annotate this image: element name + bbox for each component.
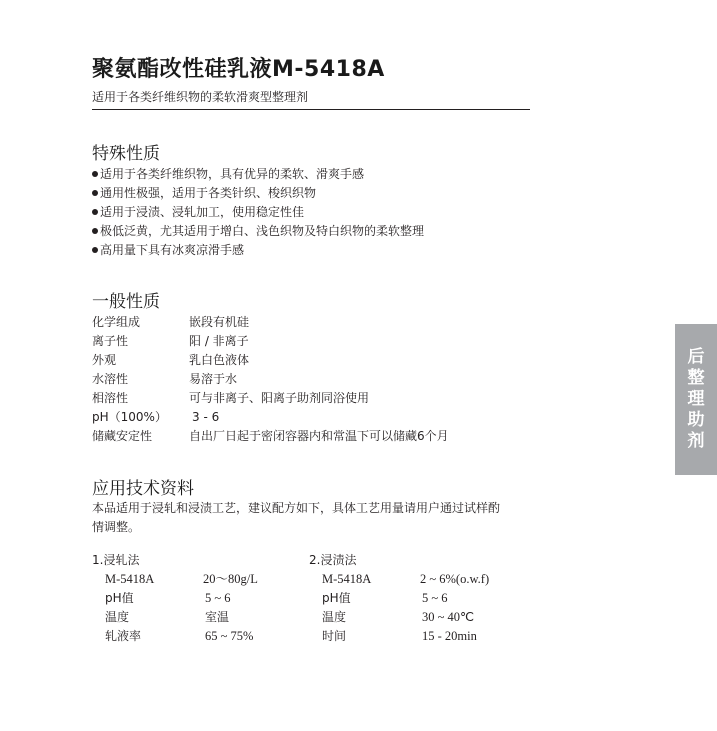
application-paragraph: 本品适用于浸轧和浸渍工艺，建议配方如下，具体工艺用量请用户通过试样酌 情调整。	[92, 501, 501, 534]
recipe-value: 室温	[205, 610, 230, 624]
table-row	[92, 608, 292, 627]
method-title: 1.浸轧法	[92, 553, 140, 567]
header-divider	[92, 109, 530, 110]
features-heading: 特殊性质	[92, 144, 160, 164]
recipe-value: 5 ~ 6	[422, 591, 448, 605]
bullet-icon	[92, 190, 98, 196]
table-row	[92, 351, 512, 370]
property-label: 相溶性	[92, 391, 129, 405]
bullet-icon	[92, 247, 98, 253]
table-row	[309, 608, 529, 627]
property-label: 化学组成	[92, 315, 141, 329]
recipe-label: M-5418A	[105, 572, 155, 586]
category-side-tab	[675, 324, 717, 475]
application-heading: 应用技术资料	[92, 479, 194, 499]
property-value: 3 - 6	[192, 410, 220, 424]
recipe-value: 20～80g/L	[203, 572, 258, 586]
recipe-label: 温度	[322, 610, 347, 624]
recipe-value: 65 ~ 75%	[205, 629, 254, 643]
table-row	[92, 427, 512, 446]
recipe-label: 温度	[105, 610, 130, 624]
bullet-icon	[92, 209, 98, 215]
table-row	[309, 570, 529, 589]
recipe-label: pH值	[322, 591, 351, 605]
property-value: 易溶于水	[189, 372, 238, 386]
bullet-icon	[92, 171, 98, 177]
property-label: 离子性	[92, 334, 129, 348]
property-value: 乳白色液体	[189, 353, 250, 367]
property-value: 可与非离子、阳离子助剂同浴使用	[189, 391, 370, 405]
property-value: 嵌段有机硅	[189, 315, 250, 329]
product-title: 聚氨酯改性硅乳液M-5418A	[92, 57, 385, 82]
recipe-value: 15 - 20min	[422, 629, 477, 643]
table-row	[92, 627, 292, 646]
recipe-label: pH值	[105, 591, 134, 605]
recipe-label: 轧液率	[105, 629, 142, 643]
general-heading: 一般性质	[92, 292, 160, 312]
product-subtitle: 适用于各类纤维织物的柔软滑爽型整理剂	[92, 90, 309, 104]
table-row	[309, 589, 529, 608]
table-row	[309, 627, 529, 646]
table-row	[92, 408, 512, 427]
list-item: 高用量下具有冰爽凉滑手感	[92, 241, 424, 260]
table-row	[92, 313, 512, 332]
table-row	[92, 570, 292, 589]
recipe-label: 时间	[322, 629, 347, 643]
bullet-icon	[92, 228, 98, 234]
method-title: 2.浸渍法	[309, 553, 357, 567]
exhaust-method	[309, 551, 529, 646]
recipe-value: 30 ~ 40℃	[422, 610, 475, 624]
list-item: 极低泛黄，尤其适用于增白、浅色织物及特白织物的柔软整理	[92, 222, 424, 241]
property-label: 储藏安定性	[92, 429, 153, 443]
list-item: 通用性极强，适用于各类针织、梭织织物	[92, 184, 424, 203]
features-list	[92, 165, 424, 260]
side-tab-char: 剂	[687, 431, 705, 451]
property-value: 阳 / 非离子	[189, 334, 249, 348]
property-value: 自出厂日起于密闭容器内和常温下可以储藏6个月	[189, 429, 449, 443]
recipe-label: M-5418A	[322, 572, 372, 586]
padding-method	[92, 551, 292, 646]
side-tab-char: 整	[687, 368, 705, 388]
table-row	[92, 332, 512, 351]
recipe-value: 2 ~ 6%(o.w.f)	[420, 572, 490, 586]
side-tab-char: 理	[687, 389, 705, 409]
list-item: 适用于各类纤维织物，具有优异的柔软、滑爽手感	[92, 165, 424, 184]
table-row	[92, 589, 292, 608]
table-row	[92, 389, 512, 408]
list-item: 适用于浸渍、浸轧加工，使用稳定性佳	[92, 203, 424, 222]
table-row	[92, 370, 512, 389]
side-tab-char: 后	[687, 347, 705, 367]
recipe-value: 5 ~ 6	[205, 591, 231, 605]
property-label: 外观	[92, 353, 117, 367]
property-label: pH（100%）	[92, 410, 167, 424]
property-label: 水溶性	[92, 372, 129, 386]
properties-table	[92, 313, 512, 446]
side-tab-char: 助	[687, 410, 705, 430]
